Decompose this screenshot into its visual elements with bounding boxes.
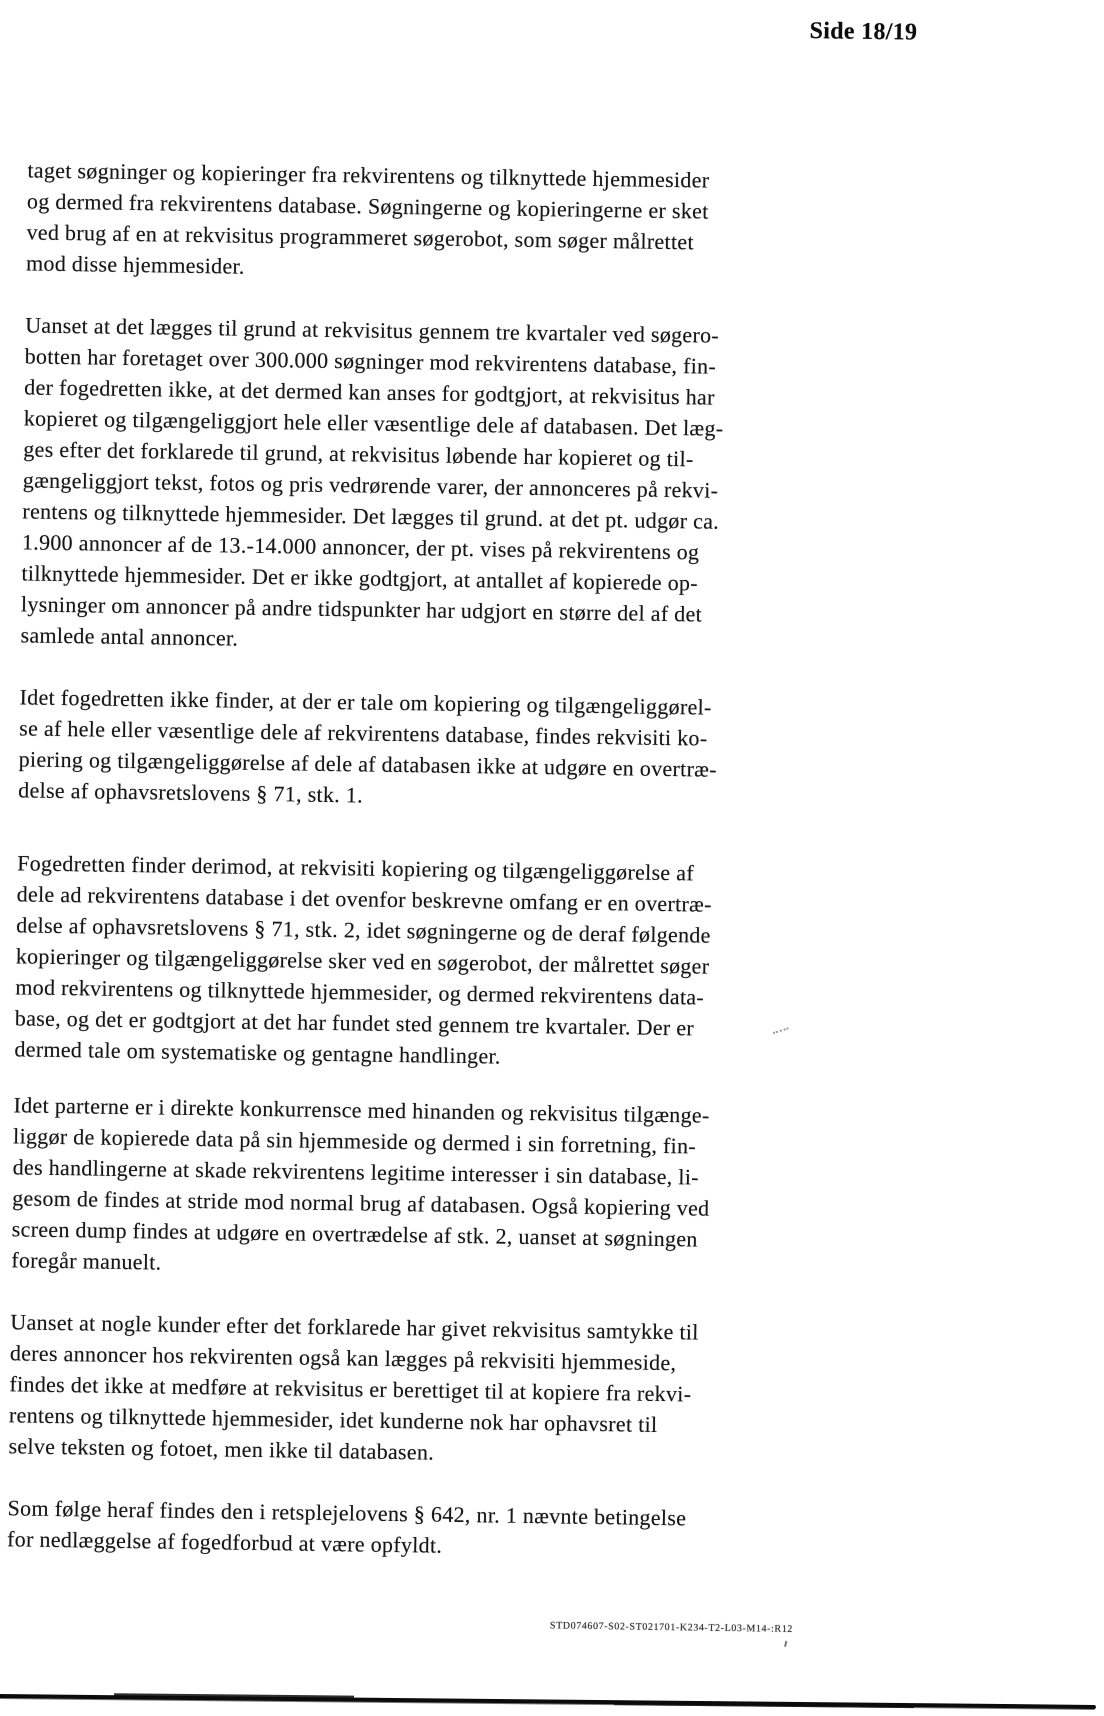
text-line: Idet parterne er i direkte konkurrensce med hinanden og rekvisitus tilgænge- <box>13 1092 710 1128</box>
text-line: delse af ophavsretslovens § 71, stk. 1. <box>18 777 364 808</box>
text-line: rentens og tilknyttede hjemmesider, idet kunderne nok har ophavsret til <box>8 1402 658 1437</box>
text-line: for nedlæggelse af fogedforbud at være opfyldt. <box>6 1526 443 1558</box>
text-line: Uanset at nogle kunder efter det forklarede har givet rekvisitus samtykke til <box>10 1309 699 1345</box>
text-line: gængeliggjort tekst, fotos og pris vedrørende varer, der annonceres på rekvi- <box>22 467 719 503</box>
text-line: foregår manuelt. <box>11 1247 162 1275</box>
text-line: Som følge heraf findes den i retsplejelovens § 642, nr. 1 nævnte betingelse <box>7 1495 687 1531</box>
paragraph-2 <box>20 309 815 662</box>
paragraph-3 <box>18 681 810 817</box>
text-line: piering og tilgængeliggørelse af dele af databasen ikke at udgøre en overtræ- <box>18 746 717 782</box>
text-line: mod rekvirentens og tilknyttede hjemmesider, og dermed rekvirentens data- <box>15 974 705 1010</box>
paragraph-7 <box>7 1492 798 1566</box>
text-line: base, og det er godtgjort at det har fundet sted gennem tre kvartaler. Der er <box>14 1005 695 1041</box>
text-line: ved brug af en at rekvisitus programmeret søgerobot, som søger målrettet <box>26 219 695 255</box>
document-body <box>6 154 817 1597</box>
paragraph-6 <box>8 1306 800 1473</box>
text-line: gesom de findes at stride mod normal brug af databasen. Også kopiering ved <box>12 1185 710 1221</box>
text-line: kopieringer og tilgængeliggørelse sker ved en søgerobot, der målrettet søger <box>15 943 710 979</box>
text-line: lysninger om annoncer på andre tidspunkter har udgjort en større del af det <box>20 591 703 627</box>
document-reference-code: STD074607-S02-ST021701-K234-T2-L03-M14-:R12 <box>549 1620 794 1635</box>
text-line: Idet fogedretten ikke finder, at der er tale om kopiering og tilgængeliggørel- <box>19 684 712 720</box>
text-line: taget søgninger og kopieringer fra rekvirentens og tilknyttede hjemmesider <box>27 157 710 193</box>
text-line: 1.900 annoncer af de 13.-14.000 annoncer, der pt. vises på rekvirentens og <box>21 529 700 565</box>
text-line: findes det ikke at medføre at rekvisitus er berettiget til at kopiere fra rekvi- <box>9 1371 692 1407</box>
text-line: der fogedretten ikke, at det dermed kan anses for godtgjort, at rekvisitus har <box>24 374 715 410</box>
paragraph-4 <box>14 847 807 1076</box>
text-line: rentens og tilknyttede hjemmesider. Det lægges til grund. at det pt. udgør ca. <box>22 498 720 534</box>
text-line: ges efter det forklarede til grund, at rekvisitus løbende har kopieret og til- <box>23 436 694 472</box>
text-line: des handlingerne at skade rekvirentens legitime interesser i sin database, li- <box>12 1154 700 1190</box>
page-number: Side 18/19 <box>809 18 918 46</box>
text-line: botten har foretaget over 300.000 søgninger mod rekvirentens database, fin- <box>24 343 717 379</box>
text-line: Fogedretten finder derimod, at rekvisiti kopiering og tilgængeliggørelse af <box>17 850 695 886</box>
text-line: screen dump findes at udgøre en overtrædelse af stk. 2, uanset at søgningen <box>11 1216 698 1252</box>
scan-speck-tick <box>784 1641 787 1647</box>
paragraph-5 <box>11 1089 804 1287</box>
text-line: dele ad rekvirentens database i det ovenfor beskrevne omfang er en overtræ- <box>16 881 712 917</box>
text-line: deres annoncer hos rekvirenten også kan lægges på rekvisiti hjemmeside, <box>9 1340 677 1376</box>
text-line: delse af ophavsretslovens § 71, stk. 2, idet søgningerne og de deraf følgende <box>16 912 711 948</box>
text-line: samlede antal annoncer. <box>20 622 239 651</box>
text-line: se af hele eller væsentlige dele af rekvirentens database, findes rekvisiti ko- <box>19 715 708 751</box>
text-line: Uanset at det lægges til grund at rekvisitus gennem tre kvartaler ved søgero- <box>24 312 720 348</box>
text-line: mod disse hjemmesider. <box>25 250 245 279</box>
text-line: og dermed fra rekvirentens database. Søgningerne og kopieringerne er sket <box>26 188 709 224</box>
text-line: liggør de kopierede data på sin hjemmeside og dermed i sin forretning, fin- <box>12 1123 697 1159</box>
text-line: kopieret og tilgængeliggjort hele eller væsentlige dele af databasen. Det læg- <box>23 405 724 441</box>
text-line: selve teksten og fotoet, men ikke til databasen. <box>8 1433 435 1465</box>
paragraph-1 <box>26 154 818 290</box>
text-line: tilknyttede hjemmesider. Det er ikke godtgjort, at antallet af kopierede op- <box>21 560 699 596</box>
text-line: dermed tale om systematiske og gentagne handlinger. <box>14 1036 501 1069</box>
